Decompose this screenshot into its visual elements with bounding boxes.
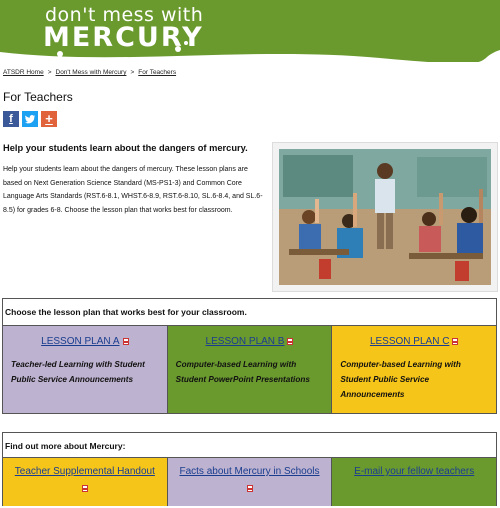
lesson-plan-a-label: LESSON PLAN A: [41, 336, 120, 347]
lesson-plan-a-link[interactable]: [11, 336, 159, 347]
breadcrumb-mercury[interactable]: Don't Mess with Mercury: [55, 69, 127, 76]
facts-cell: [167, 458, 332, 506]
lesson-plan-b-label: LESSON PLAN B: [205, 336, 285, 347]
breadcrumb: [3, 69, 176, 76]
more-info-row: [3, 458, 496, 506]
site-banner: [0, 0, 500, 62]
lesson-table-heading: Choose the lesson plan that works best for your classroom.: [3, 299, 496, 326]
email-teachers-link[interactable]: E-mail your fellow teachers: [354, 466, 475, 477]
lesson-plan-b-description: Computer-based Learning with Student PowerPoint Presentations: [175, 360, 310, 384]
add-share-icon[interactable]: +: [41, 111, 57, 127]
lesson-plan-a-cell: [3, 326, 167, 413]
lesson-plan-b-cell: [167, 326, 332, 413]
banner-title: MERCURY: [43, 22, 204, 53]
lesson-plan-c-label: LESSON PLAN C: [369, 336, 450, 347]
teacher-handout-link[interactable]: Teacher Supplemental Handout: [14, 466, 155, 477]
breadcrumb-for-teachers[interactable]: For Teachers: [138, 69, 177, 76]
classroom-photo: [279, 149, 491, 285]
lesson-plan-c-link[interactable]: [340, 336, 488, 347]
lesson-plan-row: [3, 326, 496, 413]
intro-heading: Help your students learn about the dangers of mercury.: [3, 143, 248, 153]
lesson-plan-c-cell: [331, 326, 496, 413]
lesson-plan-table: [2, 298, 497, 414]
handout-cell: [3, 458, 167, 506]
lesson-plan-c-description: Computer-based Learning with Student Public Service Announcements: [340, 360, 461, 399]
banner-subtitle: don't mess with: [45, 4, 204, 26]
breadcrumb-atsdr-home[interactable]: ATSDR Home: [3, 69, 44, 76]
breadcrumb-separator: >: [47, 69, 52, 76]
pdf-icon: [452, 338, 458, 345]
email-cell: [331, 458, 496, 506]
more-info-table: [2, 432, 497, 506]
pdf-icon: [123, 338, 129, 345]
share-bar: [3, 111, 57, 127]
pdf-icon: [82, 485, 88, 492]
classroom-photo-frame: [272, 142, 498, 292]
pdf-icon: [247, 485, 253, 492]
intro-body: Help your students learn about the dangers of mercury. These lesson plans are based on Next Generation Science Standard (MS-PS1-3) and Common Core Language Arts Standards (RST.6-8.1, WHST.6-8.9, RST.6-8.10, SL.6-8.4, and SL.6-8.5) for grades 6-8. Choose the lesson plan that works best for classroom.: [3, 166, 263, 214]
page-title: For Teachers: [3, 90, 73, 104]
lesson-plan-b-link[interactable]: [176, 336, 324, 347]
lesson-plan-a-description: Teacher-led Learning with Student Public Service Announcements: [11, 360, 145, 384]
facebook-icon[interactable]: f: [3, 111, 19, 127]
mercury-facts-link[interactable]: Facts about Mercury in Schools: [179, 466, 320, 477]
twitter-icon[interactable]: [22, 111, 38, 127]
pdf-icon: [287, 338, 293, 345]
more-info-heading: Find out more about Mercury:: [3, 433, 496, 458]
breadcrumb-separator: >: [130, 69, 135, 76]
